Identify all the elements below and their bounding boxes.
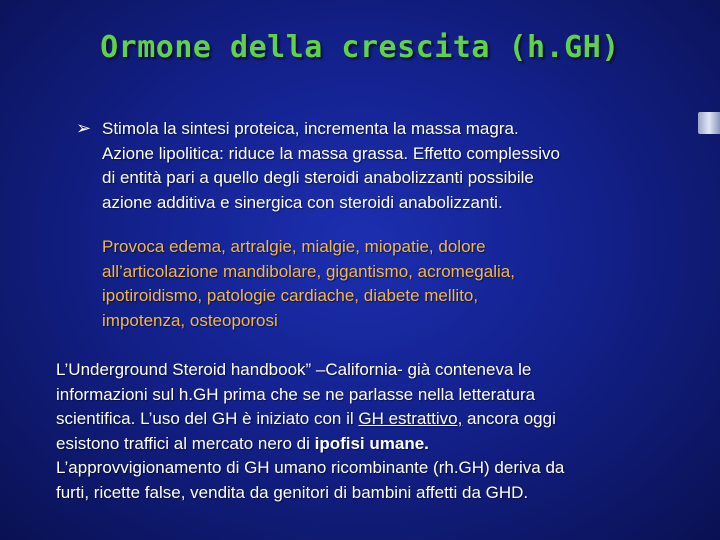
paragraph-history <box>56 358 696 505</box>
arrow-bullet-icon: ➢ <box>76 118 92 138</box>
slide-title: Ormone della crescita (h.GH) <box>100 30 620 65</box>
paragraph-line: azione additiva e sinergica con steroidi anabolizzanti. <box>102 192 503 212</box>
paragraph-side-effects <box>102 235 662 333</box>
paragraph-line: Stimola la sintesi proteica, incrementa la massa magra. <box>102 119 519 138</box>
paragraph-line-part: esistono traffici al mercato nero di <box>56 433 315 453</box>
paragraph-line-part: ancora oggi <box>462 409 556 428</box>
paragraph-line: all’articolazione mandibolare, gigantismo, acromegalia, <box>102 261 515 281</box>
paragraph-line: L’Underground Steroid handbook” –California- già conteneva le <box>56 360 532 379</box>
paragraph-line: L’approvvigionamento di GH umano ricombinante (rh.GH) deriva da <box>56 458 565 477</box>
paragraph-line-part: scientifica. L’uso del GH è iniziato con il <box>56 409 359 428</box>
paragraph-line: di entità pari a quello degli steroidi anabolizzanti possibile <box>102 168 534 187</box>
underlined-term: GH estrattivo, <box>358 409 463 428</box>
paragraph-line: impotenza, osteoporosi <box>102 310 278 330</box>
bold-term: ipofisi umane. <box>314 433 429 453</box>
paragraph-line: Azione lipolitica: riduce la massa grassa. Effetto complessivo <box>102 143 560 163</box>
paragraph-effects <box>102 117 682 215</box>
paragraph-line: Provoca edema, artralgie, mialgie, miopatie, dolore <box>102 237 486 256</box>
paragraph-line: informazioni sul h.GH prima che se ne parlasse nella letteratura <box>56 384 536 404</box>
paragraph-line: furti, ricette false, vendita da genitori di bambini affetti da GHD. <box>56 482 529 502</box>
paragraph-line: ipotiroidismo, patologie cardiache, diabete mellito, <box>102 286 479 305</box>
scroll-tab[interactable] <box>698 112 720 134</box>
